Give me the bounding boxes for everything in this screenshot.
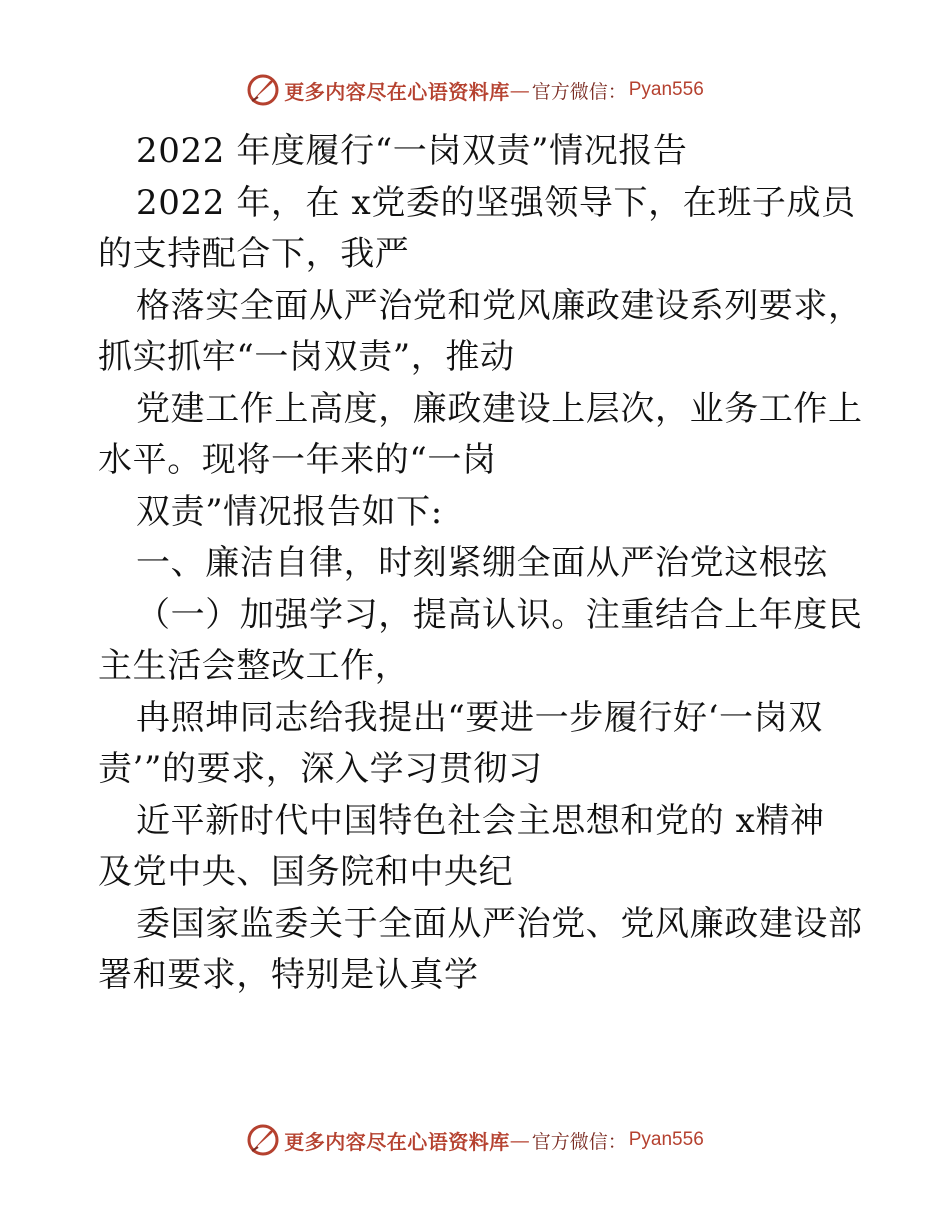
paragraph-line: 署和要求，特别是认真学 bbox=[98, 955, 479, 995]
banner-wechat-id: Pyan556 bbox=[628, 79, 704, 100]
banner-promo-text: 更多内容尽在心语资料库 bbox=[284, 79, 510, 104]
banner-wechat-id: Pyan556 bbox=[628, 1129, 704, 1150]
banner-separator: — bbox=[509, 78, 530, 102]
header-watermark-banner bbox=[0, 72, 950, 108]
footer-watermark-banner bbox=[0, 1122, 950, 1158]
paragraph-line: 水平。现将一年来的“一岗 bbox=[98, 440, 497, 480]
banner-official-label: 官方微信： bbox=[531, 1130, 627, 1153]
paragraph-line: 及党中央、国务院和中央纪 bbox=[98, 852, 514, 892]
document-title: 2022 年度履行“一岗双责”情况报告 bbox=[136, 131, 688, 171]
section-heading: 一、廉洁自律，时刻紧绷全面从严治党这根弦 bbox=[136, 543, 828, 583]
document-body bbox=[98, 126, 898, 1002]
paragraph-line: 2022 年，在 x党委的坚强领导下，在班子成员 bbox=[136, 182, 856, 223]
banner-separator: — bbox=[509, 1128, 530, 1152]
paragraph-line: 的支持配合下，我严 bbox=[98, 234, 410, 274]
subsection-heading-line: （一）加强学习，提高认识。注重结合上年度民 bbox=[136, 594, 863, 635]
quill-pen-circle-icon bbox=[246, 73, 280, 107]
paragraph-line: 冉照坤同志给我提出“要进一步履行好‘一岗双 bbox=[136, 697, 823, 738]
paragraph-line: 双责”情况报告如下: bbox=[136, 491, 443, 532]
paragraph-line: 近平新时代中国特色社会主思想和党的 x精神 bbox=[136, 800, 825, 841]
banner-official-label: 官方微信： bbox=[531, 80, 627, 103]
paragraph-line: 委国家监委关于全面从严治党、党风廉政建设部 bbox=[136, 903, 863, 944]
banner-promo-text: 更多内容尽在心语资料库 bbox=[284, 1129, 510, 1154]
paragraph-line: 党建工作上高度，廉政建设上层次，业务工作上 bbox=[136, 388, 863, 429]
paragraph-line: 责’”的要求，深入学习贯彻习 bbox=[98, 749, 543, 789]
paragraph-line: 主生活会整改工作， bbox=[98, 646, 410, 686]
paragraph-line: 格落实全面从严治党和党风廉政建设系列要求， bbox=[136, 285, 863, 326]
paragraph-line: 抓实抓牢“一岗双责”，推动 bbox=[98, 337, 515, 377]
quill-pen-circle-icon bbox=[246, 1123, 280, 1157]
